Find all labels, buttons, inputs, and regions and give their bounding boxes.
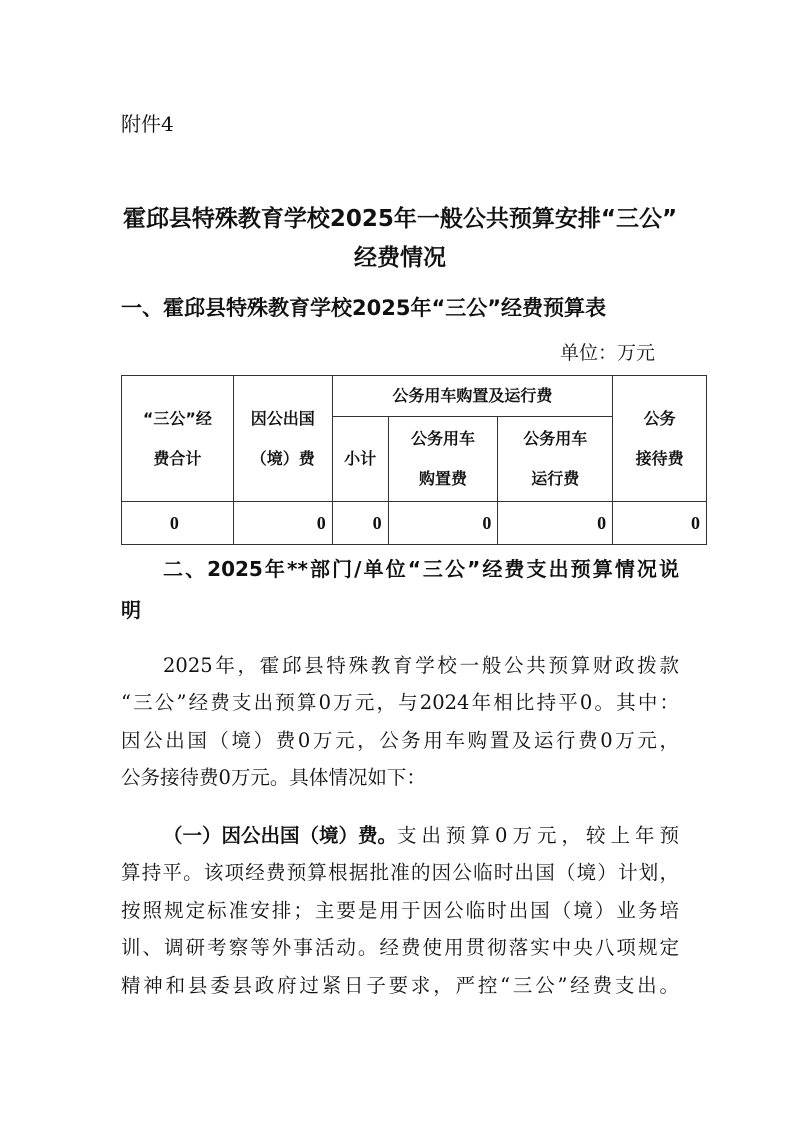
para2-line4: 训、调研考察等外事活动。经费使用贯彻落实中央八项规定 bbox=[121, 936, 679, 959]
section2-heading-line2: 明 bbox=[121, 598, 141, 622]
header-purchase: 公务用车 购置费 bbox=[388, 417, 498, 502]
value-abroad: 0 bbox=[233, 502, 332, 545]
para1-line2: “三公”经费支出预算0万元，与2024年相比持平0。其中： bbox=[121, 691, 679, 714]
para2-line3: 按照规定标准安排；主要是用于因公临时出国（境）业务培 bbox=[121, 899, 679, 922]
para1-line3: 因公出国（境）费0万元，公务用车购置及运行费0万元， bbox=[121, 729, 679, 752]
header-reception: 公务 接待费 bbox=[613, 376, 707, 502]
para2-line5: 精神和县委县政府过紧日子要求，严控“三公”经费支出。 bbox=[121, 974, 679, 997]
document-title-line2: 经费情况 bbox=[354, 245, 446, 271]
value-subtotal: 0 bbox=[332, 502, 388, 545]
para2-line1 bbox=[163, 820, 679, 848]
para1-line1: 2025年，霍邱县特殊教育学校一般公共预算财政拨款 bbox=[163, 654, 679, 677]
value-purchase: 0 bbox=[388, 502, 498, 545]
para2-lead: （一）因公出国（境）费。 bbox=[163, 824, 398, 847]
budget-table bbox=[121, 375, 707, 545]
value-reception: 0 bbox=[613, 502, 707, 545]
header-subtotal: 小计 bbox=[332, 417, 388, 502]
para2-line1-text: 支出预算0万元，较上年预 bbox=[397, 824, 679, 847]
header-total: “三公”经 费合计 bbox=[122, 376, 234, 502]
table-row bbox=[122, 502, 707, 545]
section2-heading-line1: 二、2025年**部门/单位“三公”经费支出预算情况说 bbox=[163, 557, 679, 581]
unit-label: 单位：万元 bbox=[560, 342, 656, 364]
document-title-line1: 霍邱县特殊教育学校2025年一般公共预算安排“三公” bbox=[122, 206, 678, 232]
para1-line4: 公务接待费0万元。具体情况如下： bbox=[121, 766, 426, 789]
header-operation: 公务用车 运行费 bbox=[498, 417, 613, 502]
value-total: 0 bbox=[122, 502, 234, 545]
section1-heading: 一、霍邱县特殊教育学校2025年“三公”经费预算表 bbox=[121, 296, 607, 320]
header-abroad: 因公出国 （境）费 bbox=[233, 376, 332, 502]
attachment-label: 附件4 bbox=[121, 112, 174, 136]
para2-line2: 算持平。该项经费预算根据批准的因公临时出国（境）计划， bbox=[121, 861, 679, 884]
header-vehicle-group: 公务用车购置及运行费 bbox=[332, 376, 612, 417]
value-operation: 0 bbox=[498, 502, 613, 545]
